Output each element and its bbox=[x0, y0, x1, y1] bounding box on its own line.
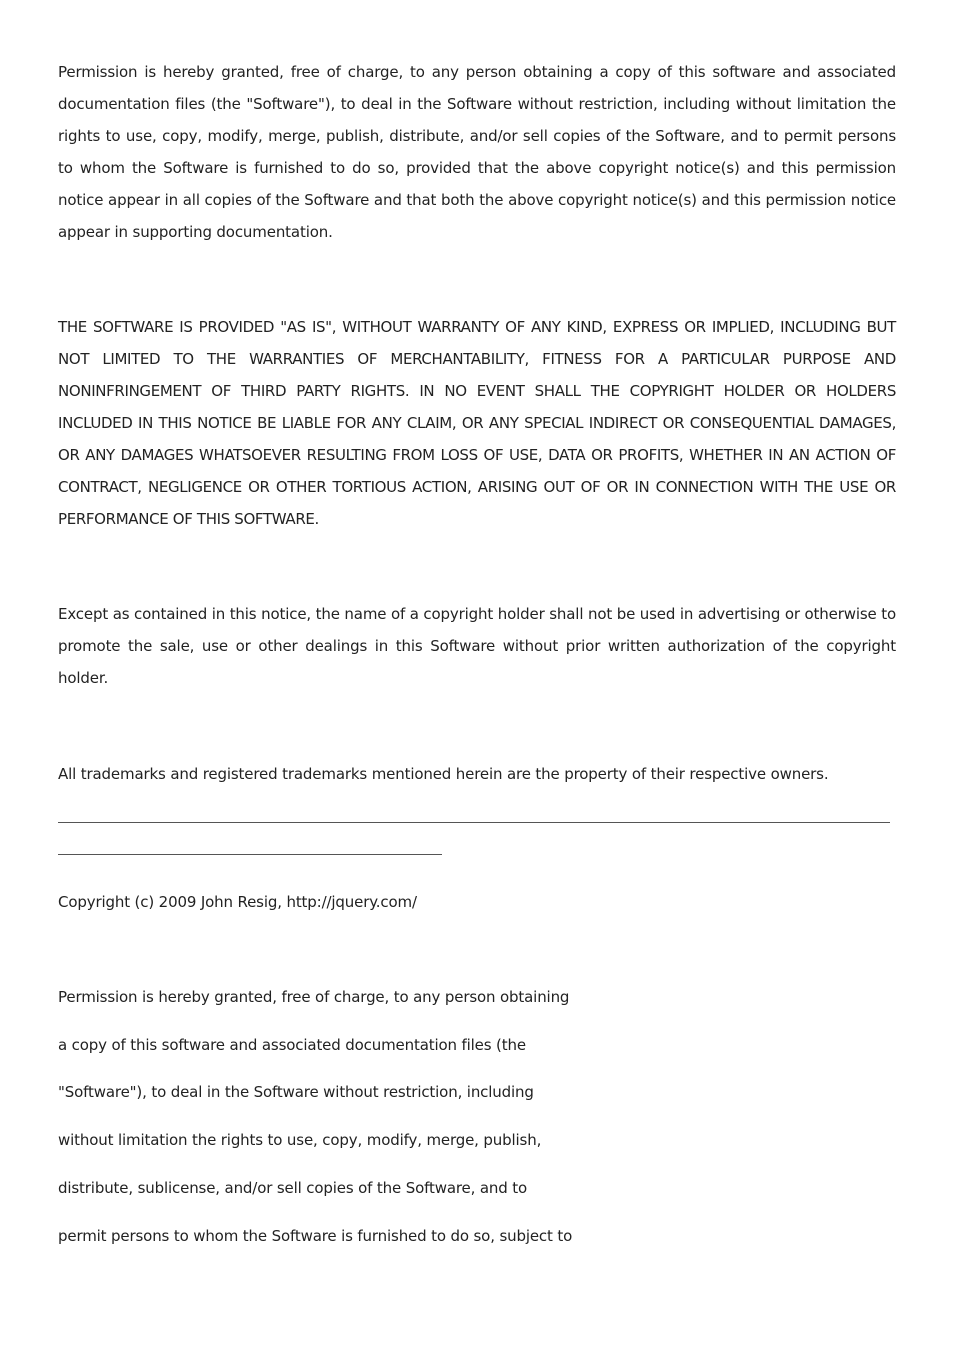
jquery-copyright-line: Copyright (c) 2009 John Resig, http://jquery.com/ bbox=[58, 893, 417, 911]
jquery-permission-line: distribute, sublicense, and/or sell copies of the Software, and to bbox=[58, 1179, 528, 1197]
trademarks-paragraph: All trademarks and registered trademarks mentioned herein are the property of their respective owners. bbox=[58, 765, 829, 783]
jquery-permission-line: without limitation the rights to use, copy, modify, merge, publish, bbox=[58, 1131, 542, 1149]
advertising-paragraph: Except as contained in this notice, the name of a copyright holder shall not be used in advertising or otherwise to promote the sale, use or other dealings in this Software without prior written authorization of the copyright holder. bbox=[58, 605, 896, 687]
warranty-paragraph: THE SOFTWARE IS PROVIDED "AS IS", WITHOUT WARRANTY OF ANY KIND, EXPRESS OR IMPLIED, INCLUDING BUT NOT LIMITED TO THE WARRANTIES OF MERCHANTABILITY, FITNESS FOR A PARTICULAR PURPOSE AND NONINFRINGEMENT OF THIRD PARTY RIGHTS. IN NO EVENT SHALL THE COPYRIGHT HOLDER OR HOLDERS INCLUDED IN THIS NOTICE BE LIABLE FOR ANY CLAIM, OR ANY SPECIAL INDIRECT OR CONSEQUENTIAL DAMAGES, OR ANY DAMAGES WHATSOEVER RESULTING FROM LOSS OF USE, DATA OR PROFITS, WHETHER IN AN ACTION OF CONTRACT, NEGLIGENCE OR OTHER TORTIOUS ACTION, ARISING OUT OF OR IN CONNECTION WITH THE USE OR PERFORMANCE OF THIS SOFTWARE. bbox=[58, 318, 896, 528]
section-divider-short bbox=[58, 854, 442, 855]
jquery-permission-line: Permission is hereby granted, free of charge, to any person obtaining bbox=[58, 988, 570, 1006]
jquery-permission-line: a copy of this software and associated documentation files (the bbox=[58, 1036, 526, 1054]
permission-paragraph: Permission is hereby granted, free of charge, to any person obtaining a copy of this software and associated documentation files (the "Software"), to deal in the Software without restriction, including without limitation the rights to use, copy, modify, merge, publish, distribute, and/or sell copies of the Software, and to permit persons to whom the Software is furnished to do so, provided that the above copyright notice(s) and this permission notice appear in all copies of the Software and that both the above copyright notice(s) and this permission notice appear in supporting documentation. bbox=[58, 63, 896, 241]
jquery-permission-line: permit persons to whom the Software is furnished to do so, subject to bbox=[58, 1227, 573, 1245]
jquery-permission-line: "Software"), to deal in the Software without restriction, including bbox=[58, 1083, 534, 1101]
section-divider-long bbox=[58, 822, 890, 823]
